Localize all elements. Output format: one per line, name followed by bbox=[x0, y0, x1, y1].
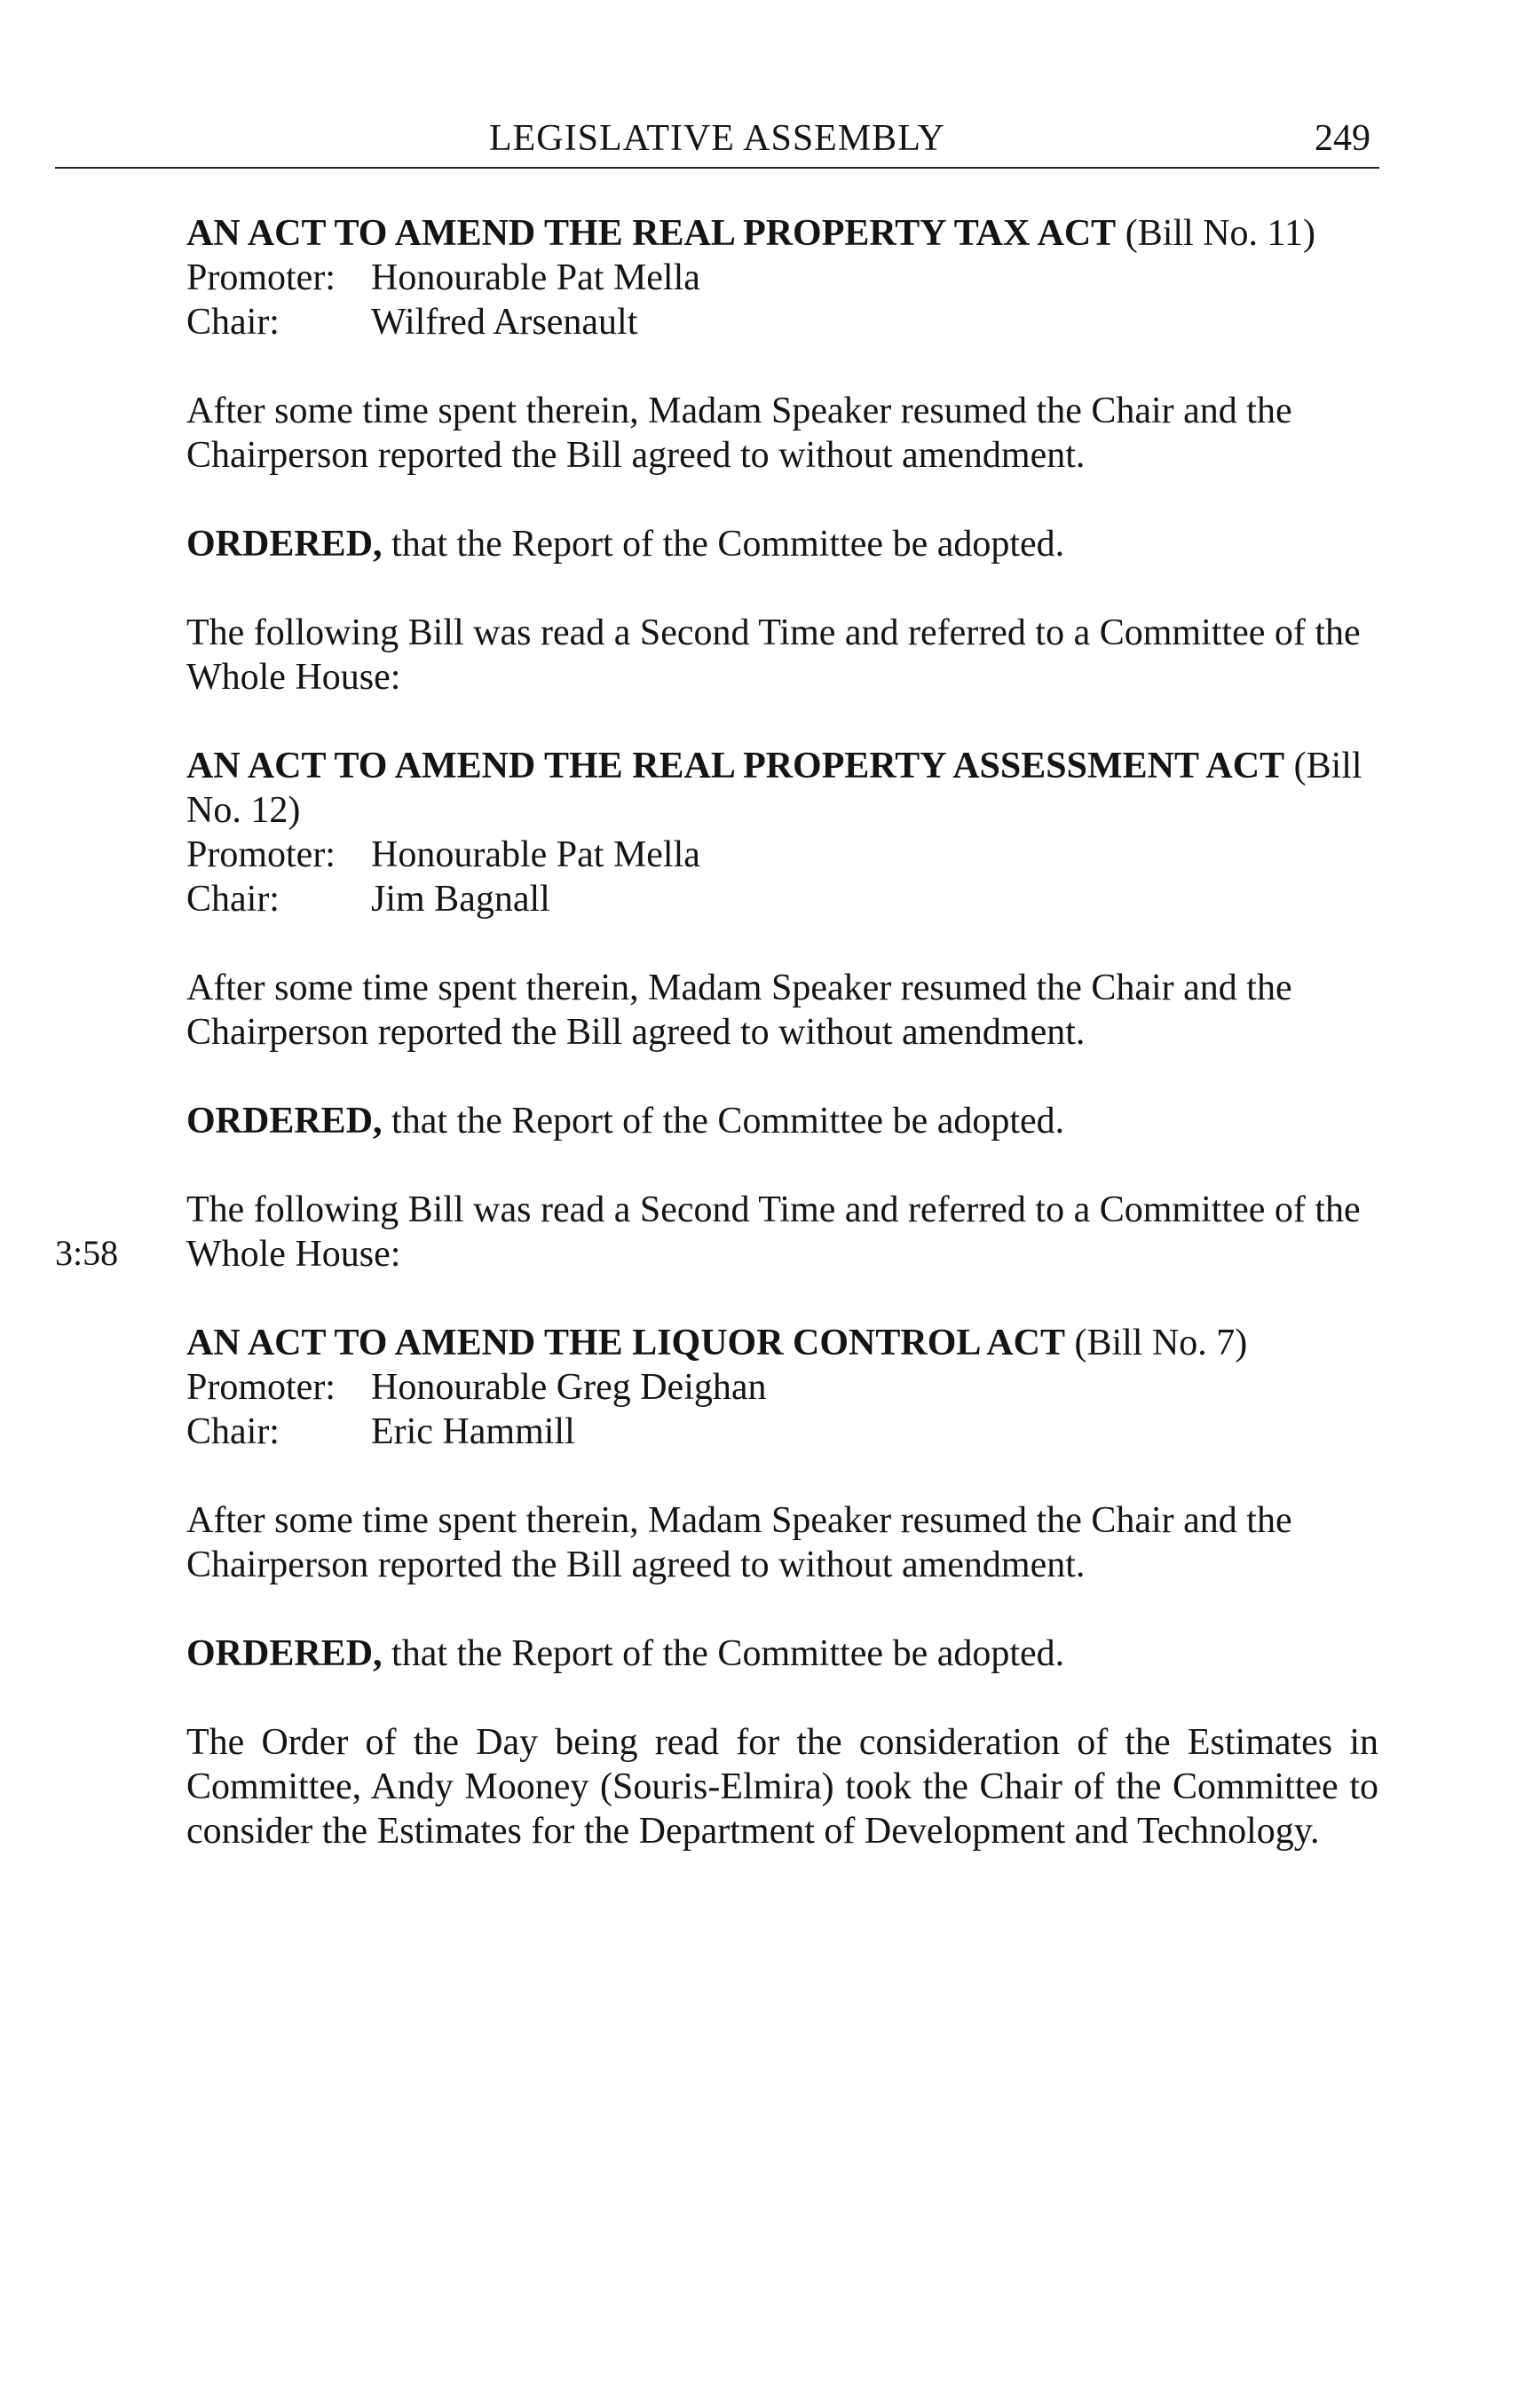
bill-title: AN ACT TO AMEND THE REAL PROPERTY TAX ACT bbox=[186, 213, 1117, 254]
ordered-statement bbox=[186, 1632, 1378, 1676]
page-number: 249 bbox=[1315, 118, 1370, 159]
promoter-name: Honourable Pat Mella bbox=[371, 834, 700, 875]
ordered-statement bbox=[186, 522, 1378, 566]
promoter-row bbox=[186, 1365, 1378, 1410]
ordered-statement bbox=[186, 1099, 1378, 1143]
bill-entry bbox=[186, 1321, 1378, 1454]
promoter-label: Promoter: bbox=[186, 834, 336, 875]
journal-body bbox=[186, 211, 1378, 1853]
bill-entry bbox=[186, 211, 1378, 344]
chair-name: Jim Bagnall bbox=[371, 879, 550, 920]
ordered-text: that the Report of the Committee be adopted. bbox=[391, 1633, 1065, 1674]
chair-row bbox=[186, 1410, 1378, 1454]
ordered-text: that the Report of the Committee be adopted. bbox=[391, 524, 1065, 565]
bill-heading bbox=[186, 211, 1378, 256]
committee-report: After some time spent therein, Madam Speaker resumed the Chair and the Chairperson reported the Bill agreed to without amendment. bbox=[186, 1500, 1292, 1585]
promoter-name: Honourable Greg Deighan bbox=[371, 1367, 767, 1408]
promoter-label: Promoter: bbox=[186, 257, 336, 298]
chair-row bbox=[186, 877, 1378, 921]
committee-report: After some time spent therein, Madam Speaker resumed the Chair and the Chairperson reported the Bill agreed to without amendment. bbox=[186, 391, 1292, 476]
second-reading-paragraph: The following Bill was read a Second Time and referred to a Committee of the Whole House: bbox=[186, 612, 1361, 698]
ordered-text: that the Report of the Committee be adopted. bbox=[391, 1101, 1065, 1142]
bill-heading bbox=[186, 1321, 1378, 1365]
bill-entry bbox=[186, 744, 1378, 921]
running-head: LEGISLATIVE ASSEMBLY bbox=[489, 118, 945, 159]
chair-name: Wilfred Arsenault bbox=[371, 302, 638, 343]
bill-title: AN ACT TO AMEND THE REAL PROPERTY ASSESSMENT ACT bbox=[186, 746, 1285, 786]
committee-report: After some time spent therein, Madam Speaker resumed the Chair and the Chairperson reported the Bill agreed to without amendment. bbox=[186, 968, 1292, 1053]
chair-label: Chair: bbox=[186, 1411, 280, 1452]
chair-label: Chair: bbox=[186, 879, 280, 920]
bill-number: (Bill No. 12) bbox=[186, 746, 1362, 831]
bill-title: AN ACT TO AMEND THE LIQUOR CONTROL ACT bbox=[186, 1323, 1065, 1363]
ordered-label: ORDERED, bbox=[186, 524, 383, 565]
bill-number: (Bill No. 7) bbox=[1074, 1323, 1248, 1363]
margin-time-note: 3:58 bbox=[55, 1233, 119, 1273]
bill-heading bbox=[186, 744, 1378, 833]
bill-number: (Bill No. 11) bbox=[1125, 213, 1315, 254]
ordered-label: ORDERED, bbox=[186, 1633, 383, 1674]
promoter-row bbox=[186, 833, 1378, 877]
chair-row bbox=[186, 300, 1378, 344]
second-reading-paragraph: The following Bill was read a Second Time and referred to a Committee of the Whole House: bbox=[186, 1189, 1361, 1275]
promoter-name: Honourable Pat Mella bbox=[371, 257, 700, 298]
estimates-paragraph: The Order of the Day being read for the consideration of the Estimates in Committee, Andy Mooney (Souris-Elmira) took the Chair of the Committee to consider the Estimates for the Department of Development and Technology. bbox=[186, 1722, 1378, 1852]
promoter-row bbox=[186, 256, 1378, 300]
chair-name: Eric Hammill bbox=[371, 1411, 575, 1452]
page-header bbox=[55, 114, 1379, 169]
promoter-label: Promoter: bbox=[186, 1367, 336, 1408]
ordered-label: ORDERED, bbox=[186, 1101, 383, 1142]
chair-label: Chair: bbox=[186, 302, 280, 343]
